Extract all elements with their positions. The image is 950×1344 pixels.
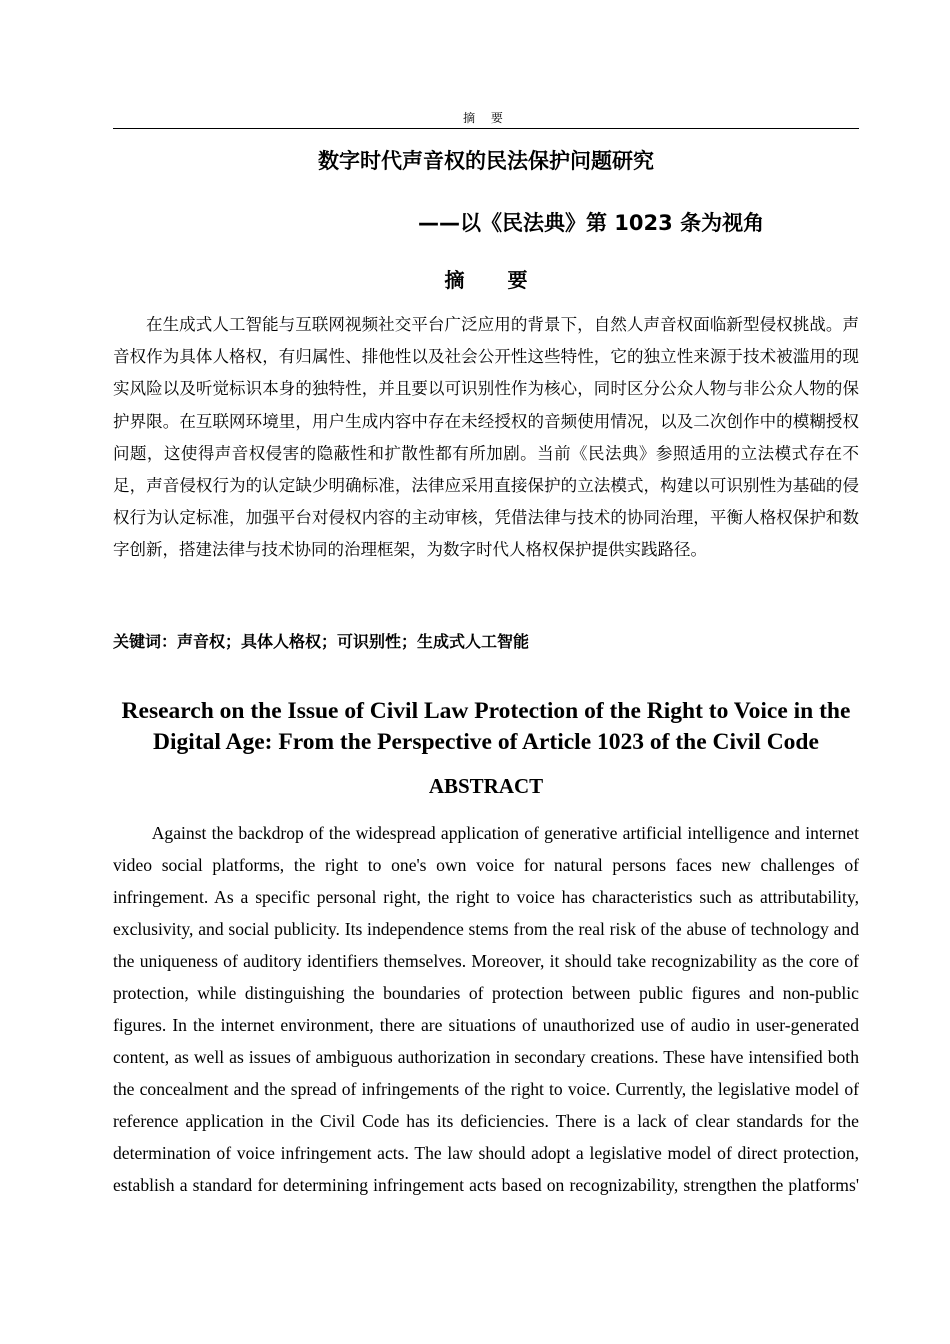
chinese-subtitle: ——以《民法典》第 1023 条为视角 <box>418 211 765 235</box>
chinese-keywords: 关键词：声音权；具体人格权；可识别性；生成式人工智能 <box>113 632 530 651</box>
english-abstract-heading: ABSTRACT <box>428 774 544 798</box>
running-header: 摘 要 <box>463 111 509 125</box>
chinese-title: 数字时代声音权的民法保护问题研究 <box>318 149 654 173</box>
chinese-abstract-heading: 摘 要 <box>444 268 546 292</box>
header-divider <box>113 128 859 129</box>
english-abstract-body: Against the backdrop of the widespread application of generative artificial intelligence and internet video social platforms, the right to one's own voice for natural persons faces new challenges of infringement. As a specific personal right, the right to voice has characteristics such as attributability, exclusivity, and social publicity. Its independence stems from the real risk of the abuse of technology and the uniqueness of auditory identifiers themselves. Moreover, it should take recognizability as the core of protection, while distinguishing the boundaries of protection between public figures and non-public figures. In the internet environment, there are situations of unauthorized use of audio in user-generated content, as well as issues of ambiguous authorization in secondary creations. These have intensified both the concealment and the spread of infringements of the right to voice. Currently, the legislative model of reference application in the Civil Code has its deficiencies. There is a lack of clear standards for the determination of voice infringement acts. The law should adopt a legislative model of direct protection, establish a standard for determining infringement acts based on recognizability, strengthen the platforms' <box>113 823 859 1195</box>
chinese-abstract-body: 在生成式人工智能与互联网视频社交平台广泛应用的背景下，自然人声音权面临新型侵权挑战。声音权作为具体人格权，有归属性、排他性以及社会公开性这些特性，它的独立性来源于技术被滥用的现实风险以及听觉标识本身的独特性，并且要以可识别性作为核心，同时区分公众人物与非公众人物的保护界限。在互联网环境里，用户生成内容中存在未经授权的音频使用情况，以及二次创作中的模糊授权问题，这使得声音权侵害的隐蔽性和扩散性都有所加剧。当前《民法典》参照适用的立法模式存在不足，声音侵权行为的认定缺少明确标准，法律应采用直接保护的立法模式，构建以可识别性为基础的侵权行为认定标准，加强平台对侵权内容的主动审核，凭借法律与技术的协同治理，平衡人格权保护和数字创新，搭建法律与技术协同的治理框架，为数字时代人格权保护提供实践路径。 <box>113 315 859 560</box>
english-title: Research on the Issue of Civil Law Protection of the Right to Voice in the Digital Age: From the Perspective of Article 1023 of the Civil Code <box>121 698 851 755</box>
